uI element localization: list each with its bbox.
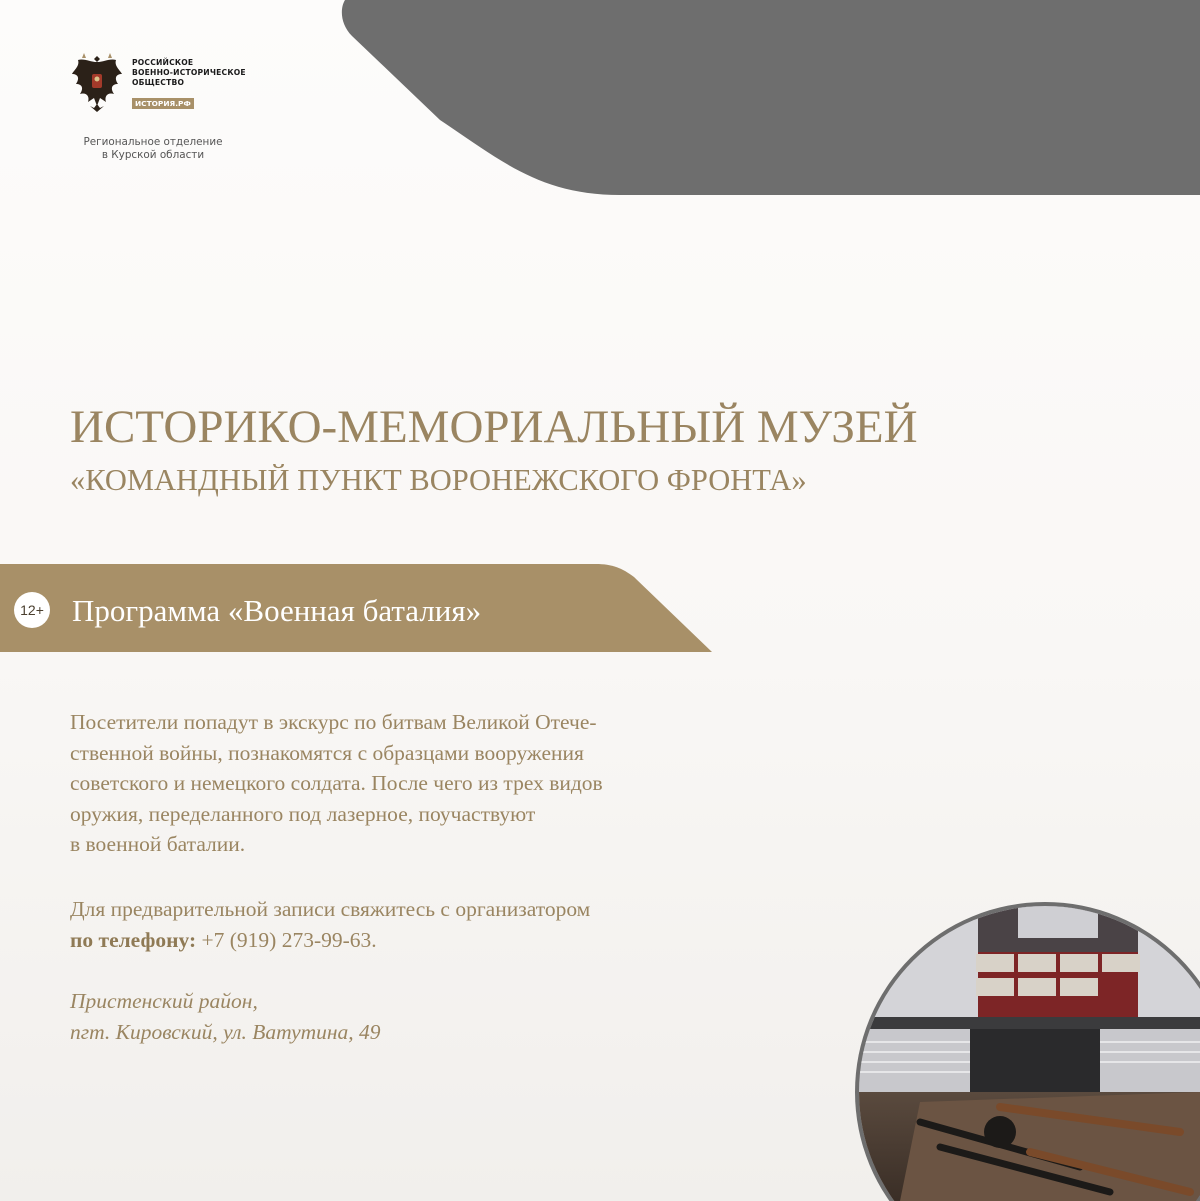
org-name-line: ВОЕННО-ИСТОРИЧЕСКОЕ	[132, 68, 246, 78]
contact-line: Для предварительной записи свяжитесь с организатором	[70, 897, 591, 921]
program-title: Программа «Военная баталия»	[72, 593, 482, 628]
museum-subtitle: «КОМАНДНЫЙ ПУНКТ ВОРОНЕЖСКОГО ФРОНТА»	[70, 463, 807, 497]
address	[70, 986, 381, 1048]
museum-photo	[850, 892, 1200, 1201]
double-headed-eagle-icon	[68, 48, 126, 114]
phone-label: по телефону:	[70, 927, 197, 952]
site-badge: ИСТОРИЯ.РФ	[132, 98, 194, 109]
phone-line	[70, 925, 590, 956]
description-line: оружия, переделанного под лазерное, поучаствуют	[70, 801, 536, 826]
description-line: ственной войны, познакомятся с образцами вооружения	[70, 740, 584, 765]
region-line: в Курской области	[101, 149, 205, 161]
org-name-line: ОБЩЕСТВО	[132, 78, 185, 88]
address-line: Пристенский район,	[70, 989, 258, 1013]
description-line: советского и немецкого солдата. После чего из трех видов	[70, 771, 603, 795]
org-name-line: РОССИЙСКОЕ	[132, 58, 194, 67]
address-line: пгт. Кировский, ул. Ватутина, 49	[70, 1020, 381, 1044]
program-description	[70, 707, 790, 860]
description-line: Посетители попадут в экскурс по битвам Великой Отече-	[70, 710, 597, 734]
age-rating-badge: 12+	[14, 592, 50, 628]
phone-number: +7 (919) 273-99-63.	[196, 927, 377, 952]
region-caption	[78, 136, 228, 162]
museum-title: ИСТОРИКО-МЕМОРИАЛЬНЫЙ МУЗЕЙ	[70, 401, 918, 453]
org-name	[132, 58, 246, 89]
rvio-logo	[68, 48, 268, 168]
contact-info	[70, 894, 590, 955]
region-line: Региональное отделение	[83, 136, 223, 148]
description-line: в военной баталии.	[70, 832, 246, 856]
